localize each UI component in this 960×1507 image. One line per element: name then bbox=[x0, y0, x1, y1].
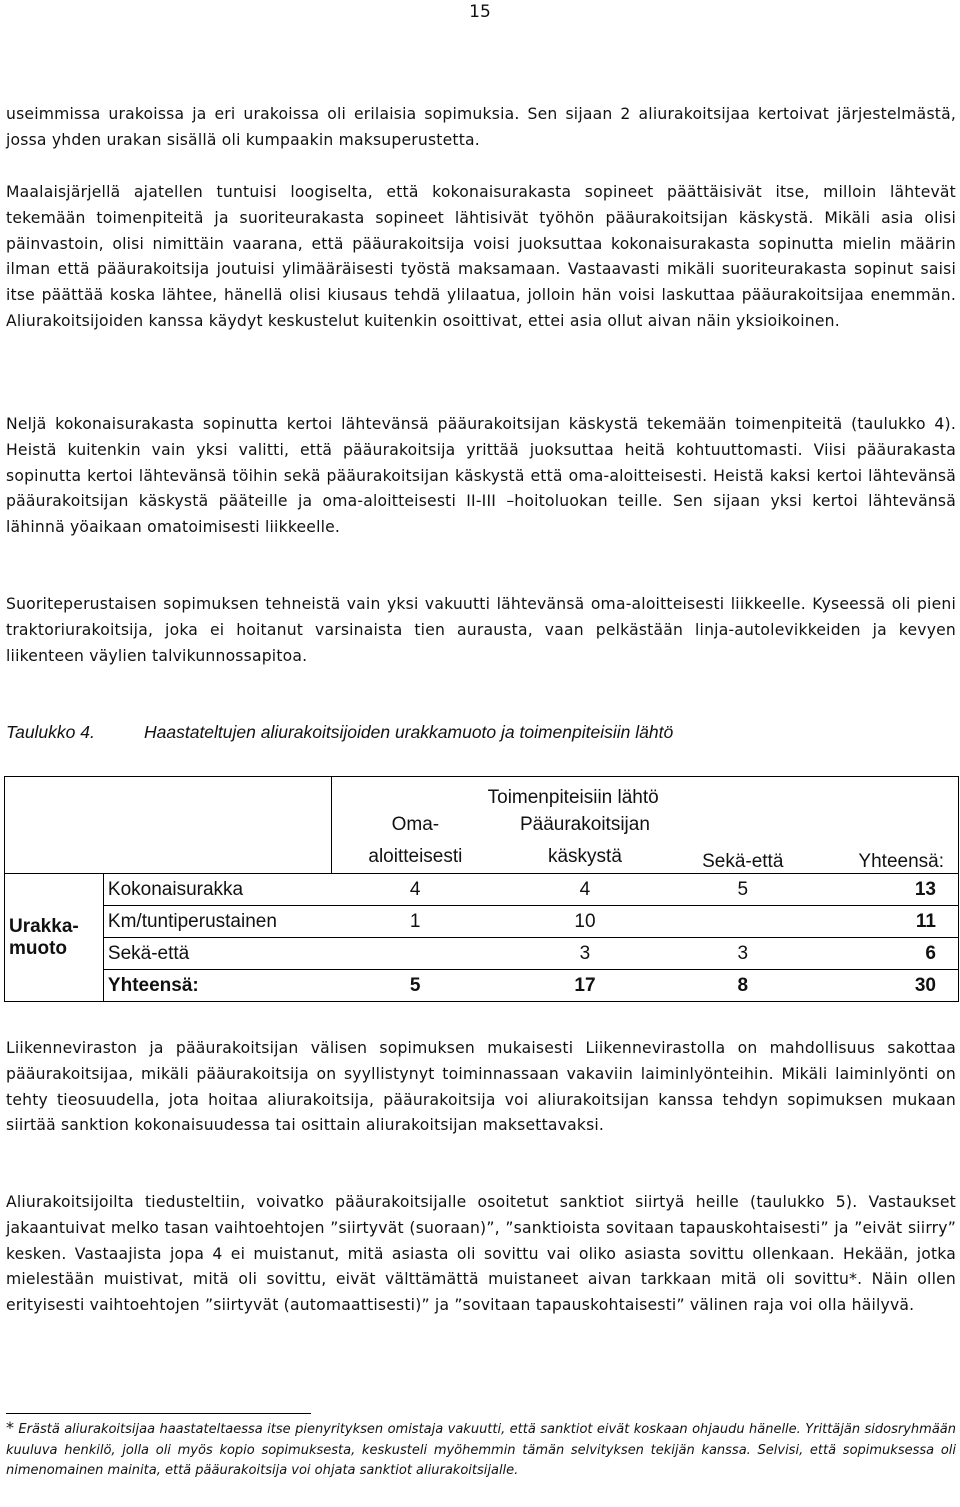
cell-paa: 10 bbox=[499, 906, 671, 938]
row-header-line2: muoto bbox=[5, 938, 104, 970]
paragraph-lump-sum-contractors: Neljä kokonaisurakasta sopinutta kertoi lähtevänsä pääurakoitsijan käskystä tekemään toimenpiteitä (taulukko 4). Heistä kuitenkin vain yksi valitti, että pääurakoitsija yrittää juoksuttaa heitä kohtuuttomasti. Viisi pääurakasta sopinutta kertoi lähtevänsä töihin sekä pääurakoitsijan käskystä että oma-aloitteisesti. Heistä kaksi kertoi lähtevänsä pääurakoitsijan käskystä pääteille ja oma-aloitteisesti II-III –hoitoluokan teille. Sen sijaan yksi kertoi lähtevänsä lähinnä yöaikaan omatoimisesti liikkeelle. bbox=[6, 415, 956, 537]
cell-paa: 17 bbox=[499, 970, 671, 1002]
cell-seka: 3 bbox=[671, 938, 815, 970]
footnote-divider bbox=[6, 1413, 311, 1414]
page-number: 15 bbox=[469, 2, 491, 22]
row-label: Km/tuntiperustainen bbox=[103, 906, 331, 938]
cell-oma bbox=[331, 938, 499, 970]
paragraph-sanctions: Liikenneviraston ja pääurakoitsijan välisen sopimuksen mukaisesti Liikennevirastolla on mahdollisuus sakottaa pääurakoitsijaa, mikäli pääurakoitsija on syyllistynyt toiminnassaan vakaviin laiminlyönteihin. Mikäli laiminlyönti on tehty tieosuudella, jota hoitaa aliurakoitsija, pääurakoitsija voi aliurakoitsijan kanssa tehdyn sopimuksen mukaan siirtää sanktion kokonaisuudessa tai osittain aliurakoitsijan maksettavaksi. bbox=[6, 1039, 956, 1135]
contract-type-table bbox=[4, 776, 959, 1002]
cell-total: 13 bbox=[815, 874, 959, 906]
paragraph-sanction-transfer: Aliurakoitsijoilta tiedusteltiin, voivatko pääurakoitsijalle osoitetut sanktiot siirtyä heille (taulukko 5). Vastaukset jakaantuivat melko tasan vaihtoehtojen ”siirtyvät (suoraan)”, ”sanktioista sovitaan tapauskohtaisesti” ja ”eivät siirry” kesken. Vastaajista jopa 4 ei muistanut, mitä asiasta oli sovittu vai oliko asiasta sovittu ollenkaan. Hekään, jotka mielestään muistivat, mitä oli sovittu, eivät välttämättä muistaneet aivan tarkkaan mitä oli sovittu*. Näin ollen erityisesti vaihtoehtojen ”siirtyvät (automaattisesti)” ja ”sovitaan tapauskohtaisesti” välinen raja voi olla häilyvä. bbox=[6, 1193, 956, 1315]
cell-paa: 3 bbox=[499, 938, 671, 970]
table-caption-label: Taulukko 4. bbox=[6, 722, 95, 742]
footnote-mark: * bbox=[6, 1418, 14, 1437]
col-header-paa-line2: käskystä bbox=[499, 841, 671, 874]
row-label: Kokonaisurakka bbox=[103, 874, 331, 906]
col-header-oma-line2: aloitteisesti bbox=[331, 841, 499, 874]
col-header-oma-line1: Oma- bbox=[331, 809, 499, 841]
cell-seka: 5 bbox=[671, 874, 815, 906]
footnote-text: Erästä aliurakoitsijaa haastateltaessa itse pienyrityksen omistaja vakuutti, että sanktiot eivät koskaan ohjaudu hänelle. Yrittäjän sidosryhmään kuuluva henkilö, jolla oli myös kopio sopimuksesta, keskusteli myöhemmin tämän selvityksen tekijän kanssa. Selvisi, että sopimuksessa oli nimenomainen mainita, että pääurakoitsija voi ohjata sanktiot aliurakoitsijalle. bbox=[6, 1422, 956, 1478]
table-caption-title: Haastateltujen aliurakoitsijoiden urakkamuoto ja toimenpiteisiin lähtö bbox=[144, 722, 674, 742]
footnote bbox=[6, 1418, 956, 1482]
cell-oma: 1 bbox=[331, 906, 499, 938]
col-header-seka: Sekä-että bbox=[671, 841, 815, 874]
row-label: Yhteensä: bbox=[103, 970, 331, 1002]
table-caption bbox=[6, 722, 956, 743]
paragraph-common-sense: Maalaisjärjellä ajatellen tuntuisi loogiselta, että kokonaisurakasta sopineet päättäisivät itse, milloin lähtevät tekemään toimenpiteitä ja suoriteurakasta sopineet lähtisivät työhön pääurakoitsijan käskystä. Mikäli asia olisi päinvastoin, olisi nimittäin vaarana, että pääurakoitsija voisi juoksuttaa kokonaisurakasta sopinutta mielin määrin ilman että pääurakoitsija joutuisi ylimääräisesti työstä maksamaan. Vastaavasti mikäli suoriteurakasta sopinut saisi itse päättää koska lähtee, hänellä olisi kiusaus tehdä ylilaatua, jolloin hän voisi laskuttaa pääurakoitsijaa enemmän. Aliurakoitsijoiden kanssa käydyt keskustelut kuitenkin osoittivat, ettei asia ollut aivan näin yksioikoinen. bbox=[6, 183, 956, 330]
cell-total: 11 bbox=[815, 906, 959, 938]
row-header-line1: Urakka- bbox=[5, 906, 104, 938]
cell-seka: 8 bbox=[671, 970, 815, 1002]
cell-seka bbox=[671, 906, 815, 938]
group-header: Toimenpiteisiin lähtö bbox=[331, 777, 814, 810]
cell-oma: 4 bbox=[331, 874, 499, 906]
cell-paa: 4 bbox=[499, 874, 671, 906]
cell-total: 6 bbox=[815, 938, 959, 970]
row-label: Sekä-että bbox=[103, 938, 331, 970]
paragraph-contract-types: useimmissa urakoissa ja eri urakoissa oli erilaisia sopimuksia. Sen sijaan 2 aliurakoitsijaa kertoivat järjestelmästä, jossa yhden urakan sisällä oli kumpaakin maksuperustetta. bbox=[6, 105, 956, 149]
col-header-paa-line1: Pääurakoitsijan bbox=[519, 814, 650, 835]
cell-oma: 5 bbox=[331, 970, 499, 1002]
paragraph-performance-based: Suoriteperustaisen sopimuksen tehneistä vain yksi vakuutti lähtevänsä oma-aloitteisesti liikkeelle. Kyseessä oli pieni traktoriurakoitsija, joka ei hoitanut varsinaista tien aurausta, vaan pelkästään linja-autolevikkeiden ja kevyen liikenteen väylien talvikunnossapitoa. bbox=[6, 595, 956, 665]
cell-total: 30 bbox=[815, 970, 959, 1002]
col-header-total: Yhteensä: bbox=[815, 841, 959, 874]
